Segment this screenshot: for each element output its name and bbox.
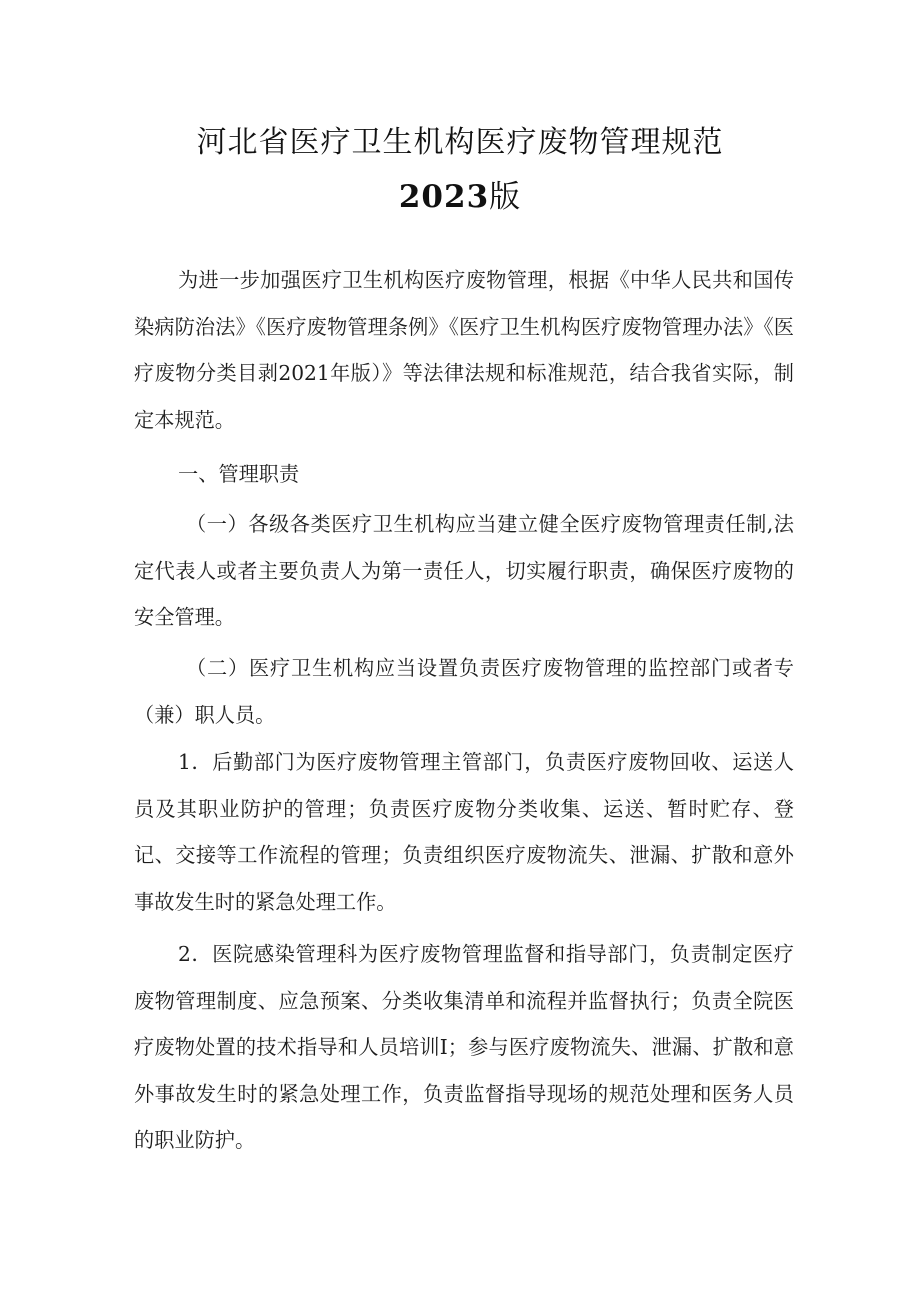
item-1-paragraph: （一）各级各类医疗卫生机构应当建立健全医疗废物管理责任制,法定代表人或者主要负责人为第一责任人，切实履行职责，确保医疗废物的安全管理。 <box>134 512 794 630</box>
document-title: 河北省医疗卫生机构医疗废物管理规范 <box>196 125 724 160</box>
version-suffix: 版 <box>489 179 522 215</box>
item-2-paragraph: （二）医疗卫生机构应当设置负责医疗废物管理的监控部门或者专（兼）职人员。 <box>134 656 794 727</box>
sub-item-1-paragraph: 1．后勤部门为医疗废物管理主管部门，负责医疗废物回收、运送人员及其职业防护的管理；负责医疗废物分类收集、运送、暂时贮存、登记、交接等工作流程的管理；负责组织医疗废物流失、泄漏、扩散和意外事故发生时的紧急处理工作。 <box>134 750 794 914</box>
version-year: 2023 <box>398 179 490 215</box>
section-heading-management-duties: 一、管理职责 <box>178 462 300 486</box>
sub-item-2-paragraph: 2．医院感染管理科为医疗废物管理监督和指导部门，负责制定医疗废物管理制度、应急预案、分类收集清单和流程并监督执行；负责全院医疗废物处置的技术指导和人员培训I；参与医疗废物流失、泄漏、扩散和意外事故发生时的紧急处理工作，负责监督指导现场的规范处理和医务人员的职业防护。 <box>134 942 794 1153</box>
document-version <box>0 171 920 216</box>
intro-paragraph: 为进一步加强医疗卫生机构医疗废物管理，根据《中华人民共和国传染病防治法》《医疗废物管理条例》《医疗卫生机构医疗废物管理办法》《医疗废物分类目剥2021年版）》等法律法规和标准规范，结合我省实际，制定本规范。 <box>134 268 794 432</box>
